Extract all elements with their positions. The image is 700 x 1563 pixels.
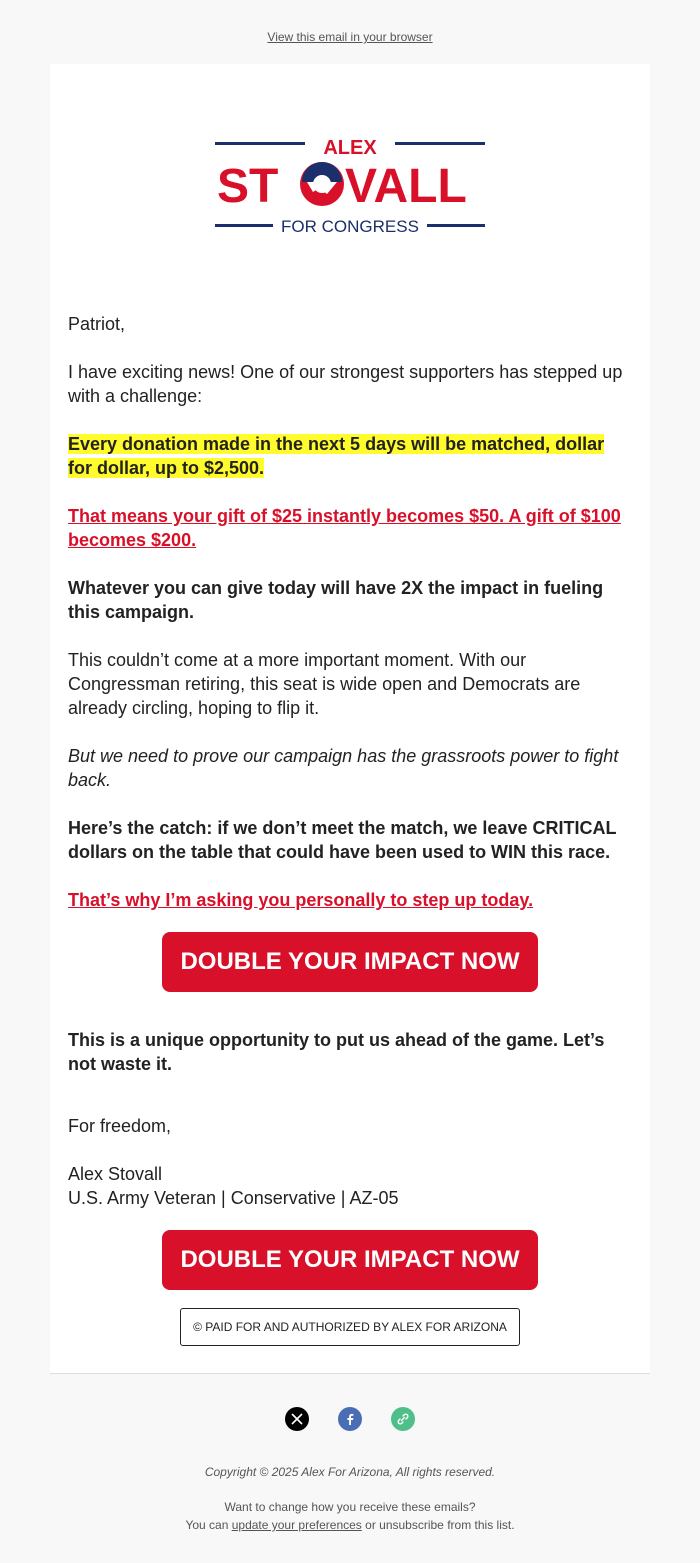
logo-main-left: ST [217,160,279,213]
closing-section [68,1028,632,1100]
manage-line-2 [0,1516,700,1534]
double-impact-button-bottom[interactable]: DOUBLE YOUR IMPACT NOW [162,1230,538,1290]
campaign-logo [215,136,485,236]
catch-statement: Here’s the catch: if we don’t meet the match, we leave CRITICAL dollars on the table that could have been used to WIN this race. [68,818,617,862]
logo-top-text: ALEX [323,137,377,159]
manage-prefix: You can [185,1518,232,1532]
preheader [0,0,700,64]
closing-statement: This is a unique opportunity to put us ahead of the game. Let’s not waste it. [68,1030,605,1074]
footer-divider [50,1373,650,1374]
grassroots-statement: But we need to prove our campaign has the grassroots power to fight back. [68,746,619,790]
signer-name: Alex Stovall [68,1164,163,1184]
paragraph-intro: I have exciting news! One of our strongest supporters has stepped up with a challenge: [68,362,623,406]
greeting: Patriot, [68,314,126,334]
manage-line-1: Want to change how you receive these emails? [224,1500,476,1514]
paid-for-disclaimer: © PAID FOR AND AUTHORIZED BY ALEX FOR ARIZONA [180,1308,520,1346]
step-up-link[interactable]: That’s why I’m asking you personally to step up today. [68,890,534,910]
x-icon[interactable] [285,1407,309,1431]
email-card [50,64,650,1373]
logo-emblem-icon [300,162,344,206]
logo-bottom-text: FOR CONGRESS [281,217,419,236]
social-links [285,1407,415,1431]
match-announcement [68,432,632,480]
copyright-text: Copyright © 2025 Alex For Arizona, All rights reserved. [204,1465,496,1479]
signer-title: U.S. Army Veteran | Conservative | AZ-05 [68,1188,399,1208]
manage-suffix: or unsubscribe from this list. [361,1518,515,1532]
paragraph-context: This couldn’t come at a more important moment. With our Congressman retiring, this seat is wide open and Democrats are already circling, hoping to flip it. [68,650,581,718]
view-in-browser-link[interactable]: View this email in your browser [267,30,433,44]
gift-match-link[interactable]: That means your gift of $25 instantly becomes $50. A gift of $100 becomes $200. [68,506,621,550]
update-preferences-link[interactable]: update your preferences [231,1518,362,1532]
double-impact-button-top[interactable]: DOUBLE YOUR IMPACT NOW [162,932,538,992]
manage-preferences [0,1498,700,1534]
link-icon[interactable] [391,1407,415,1431]
signoff-text: For freedom, [68,1116,172,1136]
impact-statement: Whatever you can give today will have 2X the impact in fueling this campaign. [68,578,604,622]
email-body [68,312,632,936]
logo-main-right: VALL [345,160,467,213]
highlighted-match-text: Every donation made in the next 5 days will be matched, dollar for dollar, up to $2,500. [68,434,605,478]
facebook-icon[interactable] [338,1407,362,1431]
signature-block [68,1114,632,1210]
